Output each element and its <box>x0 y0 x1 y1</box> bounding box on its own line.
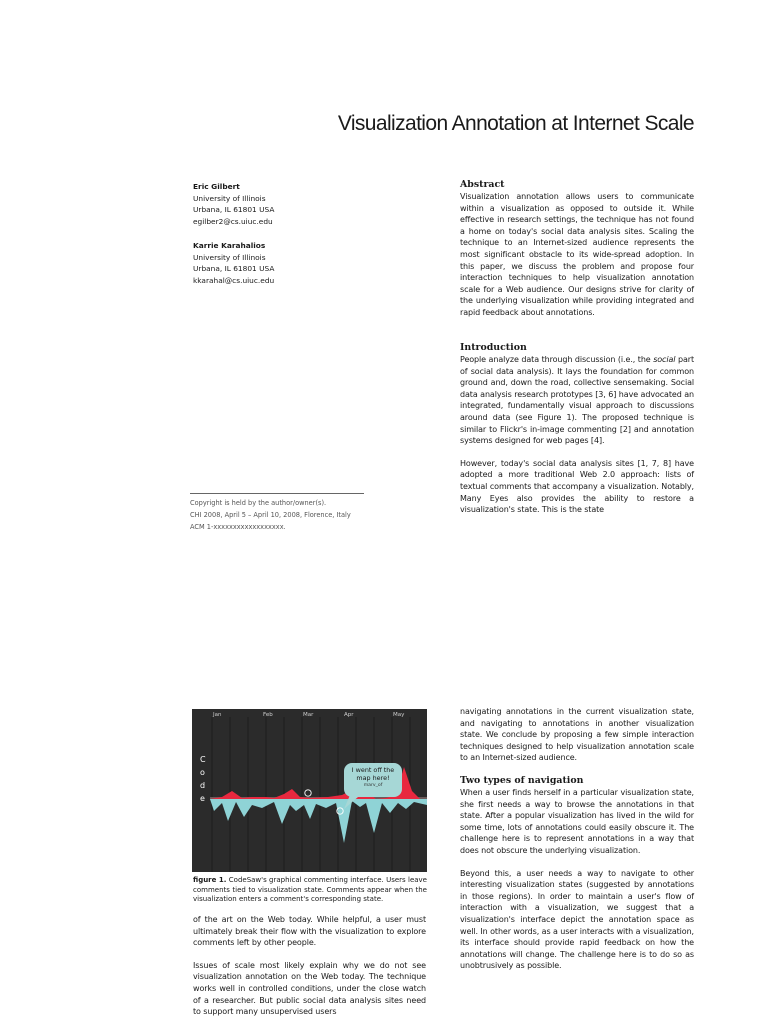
introduction-paragraph-2: However, today's social data analysis sites [1, 7, 8] have adopted a more traditional Web 2.0 approach: lists of textual comments that accompany a visualization. Notably, Many Eyes also provides the ability to restore a visualization's state. This is the state <box>460 458 694 515</box>
month-label: Apr <box>344 712 354 718</box>
side-label-letter: d <box>200 781 206 790</box>
negative-series-area <box>210 799 427 843</box>
body-paragraph: of the art on the Web today. While helpful, a user must ultimately break their flow with the visualization to explore comments left by other people. <box>193 915 426 948</box>
left-column-body <box>193 914 426 1018</box>
body-paragraph: Issues of scale most likely explain why we do not see visualization annotation on the Web today. The technique works well in controlled conditions, under the close watch of a researcher. But public social data analysis sites need to support many unsupervised users <box>193 960 426 1017</box>
introduction-section <box>460 342 694 516</box>
author-affiliation: University of Illinois <box>193 193 266 203</box>
copyright-block <box>190 493 364 533</box>
side-label-letter: e <box>200 794 205 803</box>
abstract-heading: Abstract <box>460 179 505 190</box>
author-name: Eric Gilbert <box>193 182 240 191</box>
month-label: May <box>393 712 405 718</box>
author-address: Urbana, IL 61801 USA <box>193 264 275 274</box>
introduction-heading: Introduction <box>460 342 527 353</box>
abstract-section <box>460 179 694 319</box>
paper-title: Visualization Annotation at Internet Scale <box>337 112 694 135</box>
comment-bubble[interactable] <box>344 763 402 797</box>
month-label: Jan <box>213 712 222 718</box>
author-block-2 <box>193 240 393 287</box>
right-column-body <box>460 706 694 972</box>
comment-user: marv_of <box>363 783 383 788</box>
author-address: Urbana, IL 61801 USA <box>193 205 275 215</box>
body-paragraph: Beyond this, a user needs a way to navigate to other interesting visualization states (suggested by annotations in those regions). In order to maintain a user's flow of interaction with a visualization, we suggest that a visualization's interface depict the annotation space as well. In other words, as a user interacts with a visualization, its interface should provide rapid feedback on how the annotations will change. The challenge here is to do so as unobtrusively as possible. <box>460 868 694 971</box>
section-heading: Two types of navigation <box>460 774 584 786</box>
side-label-letter: C <box>200 755 206 764</box>
author-name: Karrie Karahalios <box>193 241 266 250</box>
comment-text: I went off the map here! <box>351 766 395 782</box>
caption-text: CodeSaw's graphical commenting interface. Users leave comments tied to visualization state. Comments appear when the visualization enters a comment's corresponding state. <box>193 876 427 904</box>
body-paragraph: When a user finds herself in a particular visualization state, she first needs a way to browse the annotations in that state. After a popular visualization has lived in the wild for some time, lots of annotations could easily obscure it. The challenge here is to represent annotations in a way that does not obscure the underlying visualization. <box>460 787 694 855</box>
author-affiliation: University of Illinois <box>193 252 266 262</box>
annotation-marker[interactable] <box>305 790 311 796</box>
author-block-1 <box>193 181 393 228</box>
copyright-line: Copyright is held by the author/owner(s). <box>190 499 327 507</box>
copyright-line: CHI 2008, April 5 – April 10, 2008, Florence, Italy <box>190 511 351 519</box>
introduction-paragraph-1: People analyze data through discussion (i.e., the social part of social data analysis). It lays the foundation for common ground and, down the road, collective sensemaking. Social data analysis research prototypes [3, 6] have advocated an integrated, fundamentally visual approach to discussions around data (see Figure 1). The proposed technique is similar to Flickr's in-image commenting [2] and annotation systems designed for web pages [4]. <box>460 355 694 446</box>
side-label-letter: o <box>200 768 205 777</box>
copyright-line: ACM 1-xxxxxxxxxxxxxxxxxx. <box>190 523 286 531</box>
author-email: egilber2@cs.uiuc.edu <box>193 217 273 227</box>
month-label: Mar <box>303 712 314 718</box>
month-label: Feb <box>263 712 273 718</box>
author-email: kkarahal@cs.uiuc.edu <box>193 276 275 286</box>
abstract-text: Visualization annotation allows users to communicate within a visualization as opposed to outside it. While effective in research settings, the technique has not found a home on today's social data analysis sites. Scaling the technique to an Internet-sized audience represents the most significant obstacle to its wide-spread adoption. In this paper, we discuss the problem and propose four interaction techniques to help visualization annotation scale for a Web audience. Our designs strive for clarity of the underlying visualization while providing integrated and rapid feedback about annotations. <box>460 192 694 317</box>
caption-label: figure 1. <box>193 876 227 884</box>
body-paragraph: navigating annotations in the current visualization state, and navigating to annotations in another visualization state. We conclude by proposing a few simple interaction techniques designed to help visualization annotation scale to an Internet-sized audience. <box>460 707 694 763</box>
figure-caption <box>193 876 427 905</box>
